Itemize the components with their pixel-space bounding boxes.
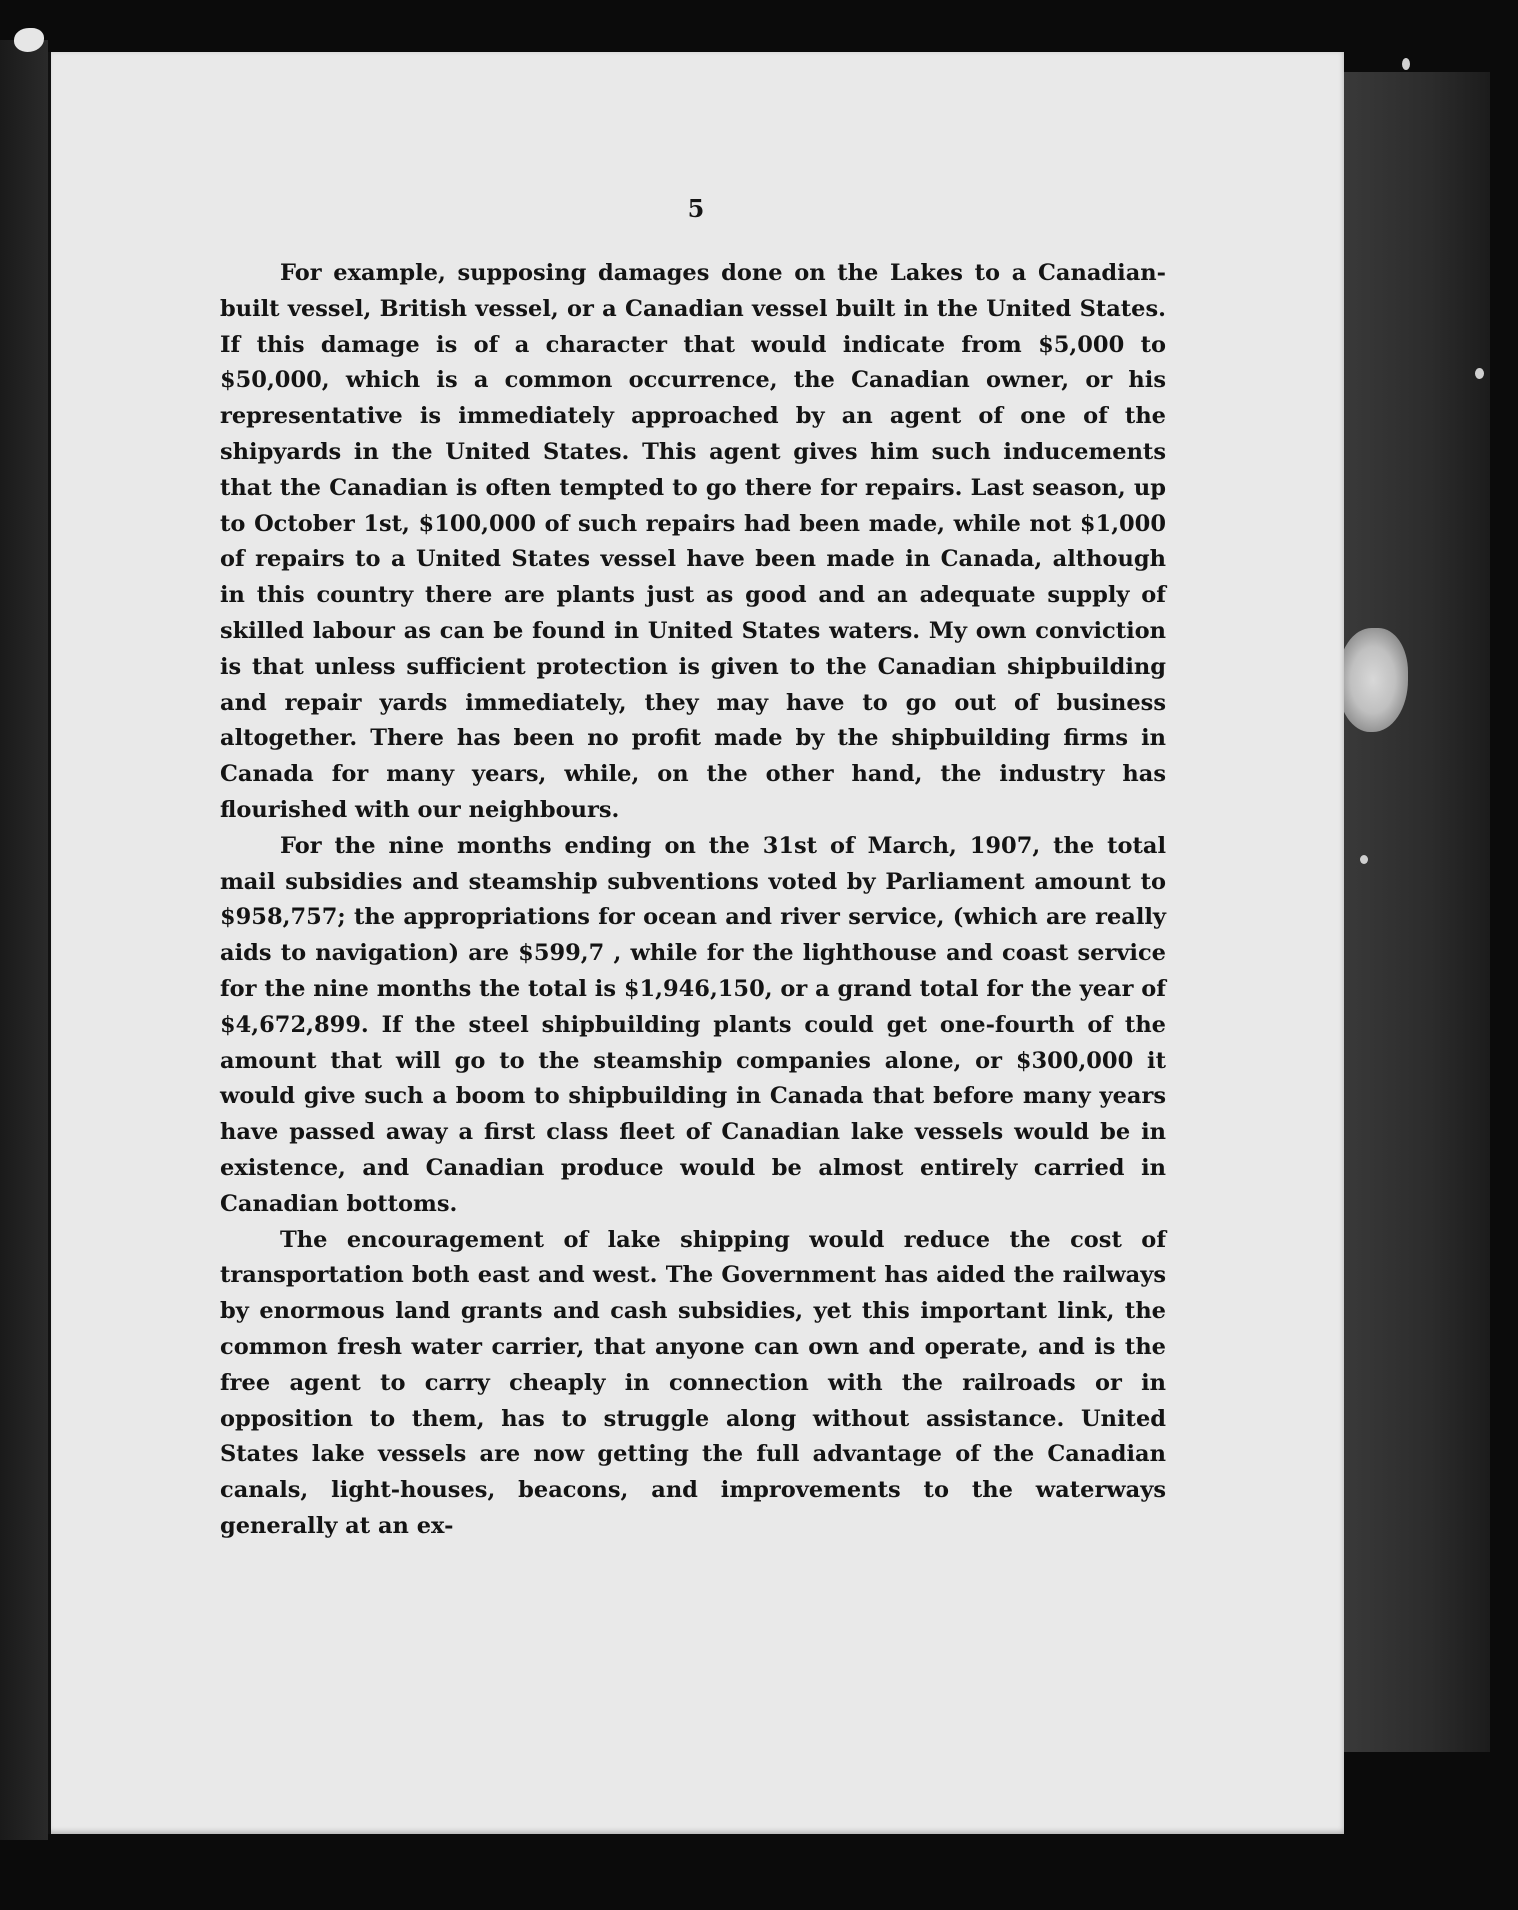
facing-page-edge — [0, 40, 48, 1840]
paragraph-2: For the nine months ending on the 31st of March, 1907, the total mail subsidies and steamship subventions voted by Parliament amount to $958,757; the appropriations for ocean and river service, (which are really aids to navigation) are $599,7 , while for the lighthouse and coast service for the nine months the total is $1,946,150, or a grand total for the year of $4,672,899. If the steel shipbuilding plants could get one-fourth of the amount that will go to the steamship companies alone, or $300,000 it would give such a boom to shipbuilding in Canada that before many years have passed away a first class fleet of Canadian lake vessels would be in existence, and Canadian produce would be almost entirely carried in Canadian bottoms. — [220, 832, 1166, 1217]
scan-speck — [1360, 855, 1368, 864]
scan-speck — [1402, 58, 1410, 70]
scan-speck — [1475, 368, 1484, 379]
backing-board — [1340, 72, 1490, 1752]
paragraph-3: The encouragement of lake shipping would reduce the cost of transportation both east and west. The Government has aided the railways by enormous land grants and cash subsidies, yet this important link, the common fresh water carrier, that anyone can own and operate, and is the free agent to carry cheaply in connection with the railroads or in opposition to them, has to struggle along without assistance. United States lake vessels are now getting the full advantage of the Canadian canals, light-houses, beacons, and improvements to the waterways generally at an ex- — [220, 1226, 1166, 1539]
paragraph-1: For example, supposing damages done on the Lakes to a Canadian-built vessel, British vessel, or a Canadian vessel built in the United States. If this damage is of a character that would indicate from $5,000 to $50,000, which is a common occurrence, the Canadian owner, or his representative is immediately approached by an agent of one of the shipyards in the United States. This agent gives him such inducements that the Canadian is often tempted to go there for repairs. Last season, up to October 1st, $100,000 of such repairs had been made, while not $1,000 of repairs to a United States vessel have been made in Canada, although in this country there are plants just as good and an adequate supply of skilled labour as can be found in United States waters. My own conviction is that unless sufficient protection is given to the Canadian shipbuilding and repair yards immediately, they may have to go out of business altogether. There has been no profit made by the shipbuilding firms in Canada for many years, while, on the other hand, the industry has flourished with our neighbours. — [220, 260, 1166, 823]
document-page — [48, 52, 1344, 1834]
paper-damage-blot — [1338, 628, 1408, 732]
page-number: 5 — [687, 194, 705, 223]
body-text — [220, 256, 1166, 1545]
